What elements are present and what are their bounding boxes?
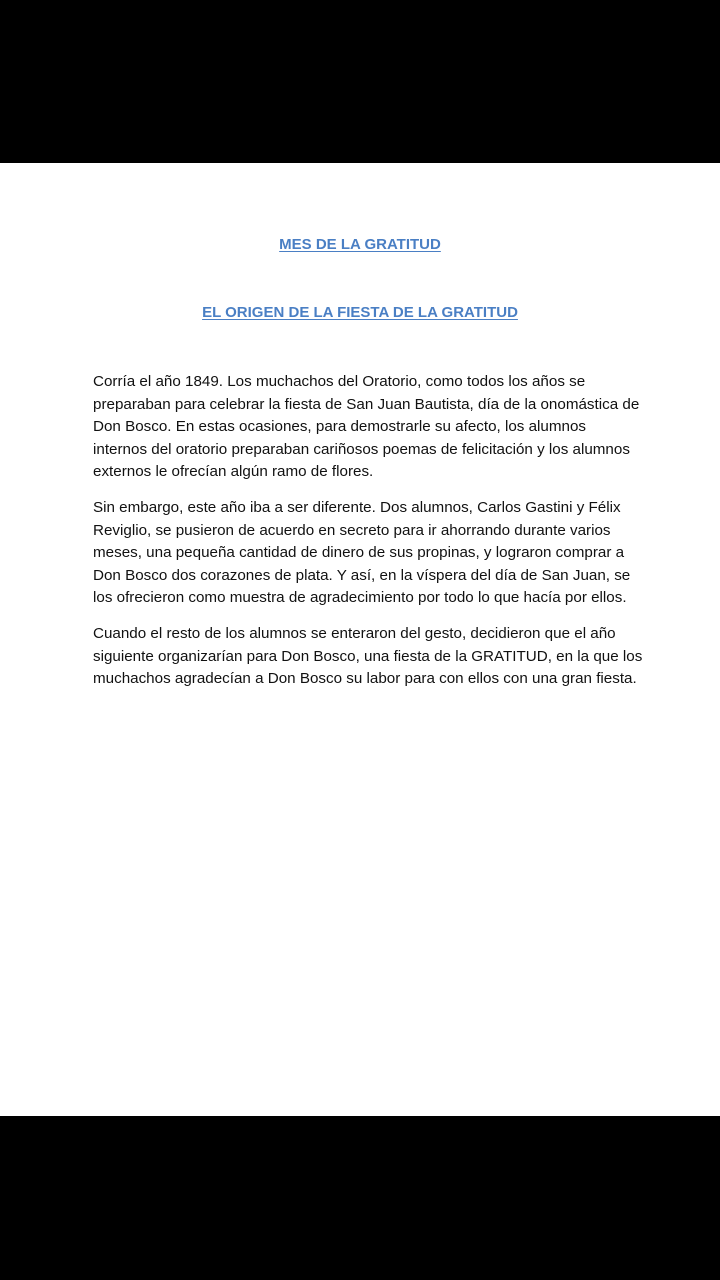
document-title: MES DE LA GRATITUD — [279, 236, 441, 253]
document-body — [93, 371, 643, 704]
paragraph-2: Sin embargo, este año iba a ser diferente. Dos alumnos, Carlos Gastini y Félix Reviglio, se pusieron de acuerdo en secreto para ir ahorrando durante varios meses, una pequeña cantidad de dinero de sus propinas, y lograron comprar a Don Bosco dos corazones de plata. Y así, en la víspera del día de San Juan, se los ofrecieron como muestra de agradecimiento por todo lo que hacía por ellos. — [93, 498, 631, 607]
paragraph-1: Corría el año 1849. Los muchachos del Oratorio, como todos los años se preparaban para celebrar la fiesta de San Juan Bautista, día de la onomástica de Don Bosco. En estas ocasiones, para demostrarle su afecto, los alumnos internos del oratorio preparaban cariñosos poemas de felicitación y los alumnos externos le ofrecían algún ramo de flores. — [93, 373, 640, 481]
document-page — [0, 163, 720, 1116]
document-subtitle: EL ORIGEN DE LA FIESTA DE LA GRATITUD — [202, 304, 518, 321]
paragraph-3: Cuando el resto de los alumnos se enteraron del gesto, decidieron que el año siguiente organizarían para Don Bosco, una fiesta de la GRATITUD, en la que los muchachos agradecían a Don Bosco su labor para con ellos con una gran fiesta. — [93, 624, 643, 688]
